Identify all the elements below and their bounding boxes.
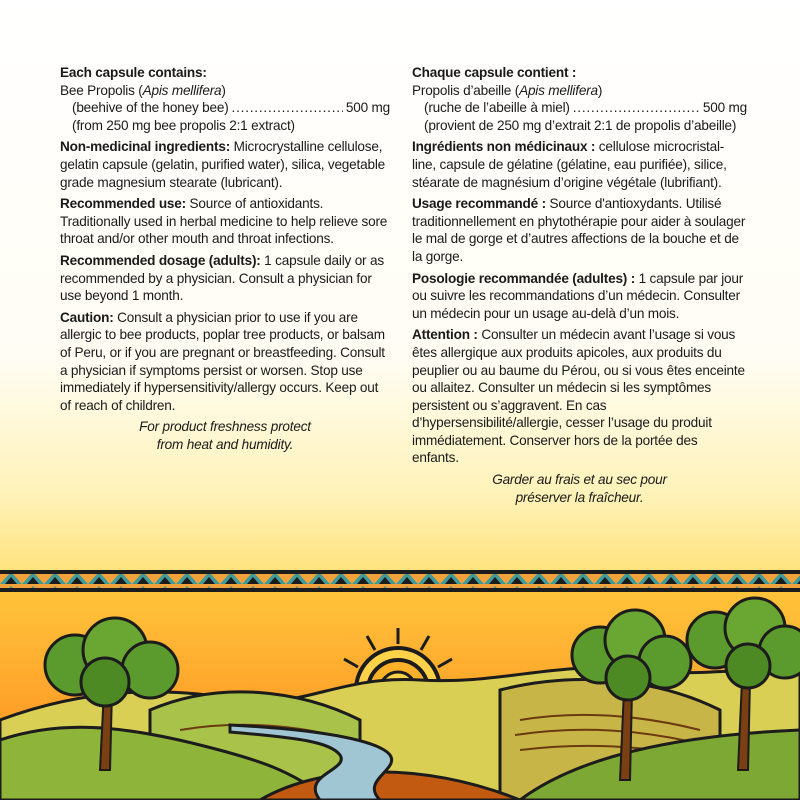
capsule-heading-fr: Chaque capsule contient : xyxy=(412,65,577,80)
ingredient-latin-fr: Apis mellifera xyxy=(519,82,598,98)
ingredient-name: Bee Propolis ( xyxy=(60,82,143,98)
ingredient-name-fr: Propolis d’abeille ( xyxy=(412,82,520,98)
caution-label-fr: Attention : xyxy=(412,327,478,343)
dosage-label: Recommended dosage (adults): xyxy=(60,252,261,268)
freshness-note-fr: Garder au frais et au sec pour préserver la fraîcheur. xyxy=(492,472,667,505)
recommended-use-label-fr: Usage recommandé : xyxy=(412,196,546,212)
ingredient-source-fr: (ruche de l’abeille à miel) xyxy=(424,100,570,116)
dosage-section xyxy=(60,252,390,305)
ingredient-extract: (from 250 mg bee propolis 2:1 extract) xyxy=(72,117,295,133)
ingredient-amount-fr: 500 mg xyxy=(702,100,747,116)
landscape-illustration xyxy=(0,570,800,800)
ingredient-source: (beehive of the honey bee) xyxy=(72,100,229,116)
non-medicinal-section xyxy=(60,138,390,191)
caution-section-fr xyxy=(412,326,747,467)
dosage-text-fr: 1 capsule par jour ou suivre les recommandations d’un médecin. Consulter un médecin pour un usage au-delà d’un mois. xyxy=(412,270,744,321)
recommended-use-section-fr xyxy=(412,195,747,265)
french-panel xyxy=(412,64,747,506)
dosage-section-fr xyxy=(412,270,747,323)
capsule-section-fr: Chaque capsule contient : Propolis d’abeille (Apis mellifera) (ruche de l’abeille à miel) . . . 500 mg (provient de 250 mg d’extrait 2:1 de propolis d’abeille) xyxy=(412,64,747,134)
ingredient-latin: Apis mellifera xyxy=(142,82,222,98)
recommended-use-label: Recommended use: xyxy=(60,196,186,212)
dosage-label-fr: Posologie recommandée (adultes) : xyxy=(412,270,636,286)
recommended-use-text: Source of antioxidants. Traditionally used in herbal medicine to help relieve sore throat and/or other mouth and throat infections. xyxy=(60,196,388,247)
caution-label: Caution: xyxy=(60,309,114,325)
english-panel xyxy=(60,64,390,453)
ingredient-amount-row xyxy=(60,99,390,117)
non-medicinal-label-fr: Ingrédients non médicinaux : xyxy=(412,139,596,155)
non-medicinal-text: Microcrystalline cellulose, gelatin capsule (gelatin, purified water), silica, vegetable grade magnesium stearate (lubricant). xyxy=(60,139,386,190)
dosage-text: 1 capsule daily or as recommended by a physician. Consult a physician for use beyond 1 month. xyxy=(60,252,384,304)
non-medicinal-label: Non-medicinal ingredients: xyxy=(60,139,231,155)
capsule-section: Each capsule contains: Bee Propolis (Apis mellifera) (beehive of the honey bee) . . . 500 mg (from 250 mg bee propolis 2:1 extract) xyxy=(60,64,390,134)
caution-section xyxy=(60,309,390,415)
recommended-use-text-fr: Source d'antioxydants. Utilisé traditionnellement en phytothérapie pour aider à soulager le mal de gorge et d’autres affections de la bouche et de la gorge. xyxy=(412,196,746,264)
caution-text-fr: Consulter un médecin avant l’usage si vous êtes allergique aux produits apicoles, aux produits du peuplier ou au baume du Pérou, ou si vous êtes enceinte ou allaitez. Consulter un médecin si les symptômes persistent ou s’aggravent. En cas d’hypersensibilité/allergie, cesser l’usage du produit immédiatement. Conserver hors de la portée des enfants. xyxy=(412,327,745,466)
recommended-use-section xyxy=(60,195,390,248)
caution-text: Consult a physician prior to use if you are allergic to bee products, poplar tree products, or balsam of Peru, or if you are pregnant or breastfeeding. Consult a physician if symptoms persist or worsen. Stop use immediately if hypersensitivity/allergy occurs. Keep out of reach of children. xyxy=(60,309,385,413)
ingredient-amount-row-fr xyxy=(412,99,747,117)
non-medicinal-section-fr xyxy=(412,138,747,191)
ingredient-extract-fr: (provient de 250 mg d’extrait 2:1 de propolis d’abeille) xyxy=(424,117,737,133)
non-medicinal-text-fr: cellulose microcristal-line, capsule de gélatine (gélatine, eau purifiée), silice, stéarate de magnésium d’origine végétale (lubrifiant). xyxy=(412,139,727,190)
capsule-heading: Each capsule contains: xyxy=(60,65,207,80)
ingredient-amount: 500 mg xyxy=(345,100,390,116)
freshness-note: For product freshness protect from heat and humidity. xyxy=(139,419,311,452)
zigzag-border-icon xyxy=(0,570,800,592)
